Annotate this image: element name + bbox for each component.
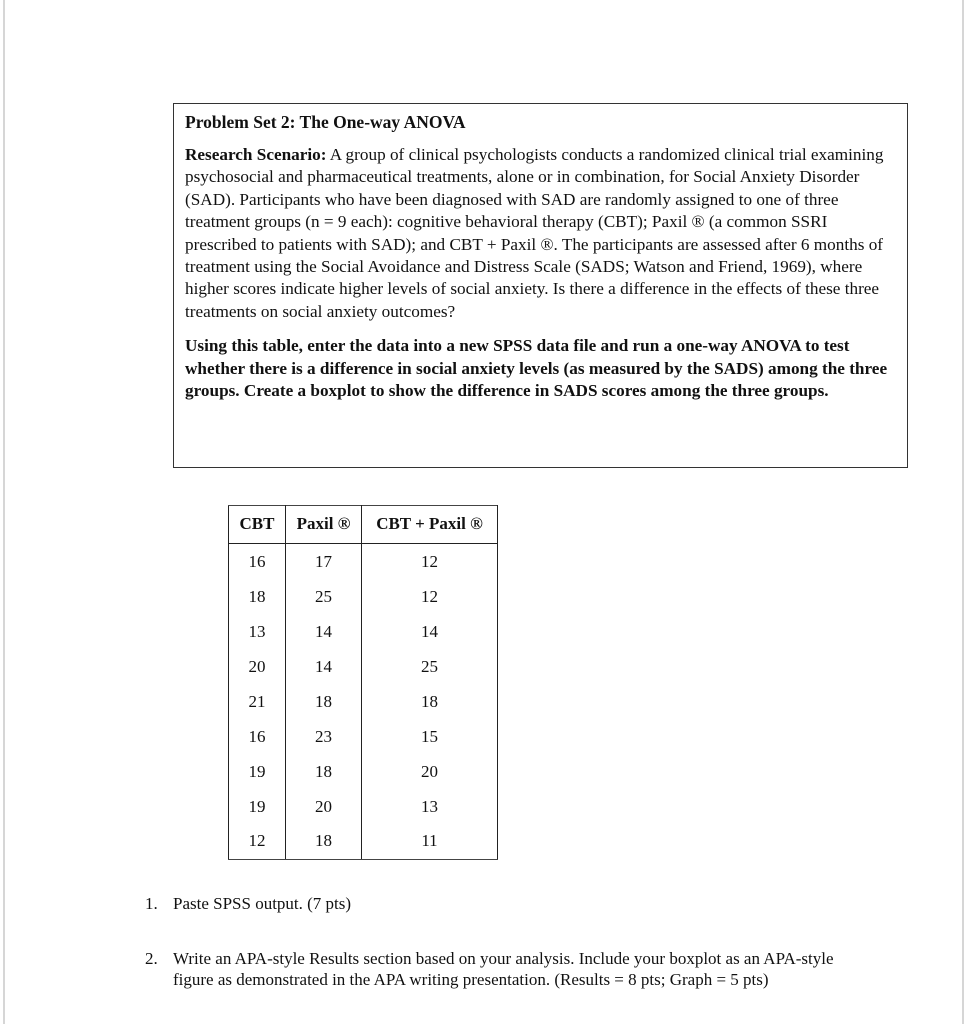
cell-cbt: 16 bbox=[229, 719, 286, 754]
table-row bbox=[229, 754, 498, 789]
question-text: Write an APA-style Results section based on your analysis. Include your boxplot as an APA-style figure as demonstrated in the APA writing presentation. (Results = 8 pts; Graph = 5 pts) bbox=[173, 948, 834, 989]
cell-cbt: 19 bbox=[229, 789, 286, 824]
question-number: 1. bbox=[145, 894, 158, 913]
table-row bbox=[229, 649, 498, 684]
problem-title: Problem Set 2: The One-way ANOVA bbox=[185, 112, 466, 132]
scenario-text: A group of clinical psychologists conducts a randomized clinical trial examining psychosocial and pharmaceutical treatments, alone or in combination, for Social Anxiety Disorder (SAD). Participants who have been diagnosed with SAD are randomly assigned to one of three treatment groups (n = 9 each): cognitive behavioral therapy (CBT); Paxil ® (a common SSRI prescribed to patients with SAD); and CBT + Paxil ®. The participants are assessed after 6 months of treatment using the Social Avoidance and Distress Scale (SADS; Watson and Friend, 1969), where higher scores indicate higher levels of social anxiety. Is there a difference in the effects of these three treatments on social anxiety outcomes? bbox=[185, 145, 884, 321]
cell-paxil: 20 bbox=[286, 789, 362, 824]
table-row bbox=[229, 684, 498, 719]
table-row bbox=[229, 614, 498, 649]
cell-cbt-paxil: 20 bbox=[362, 754, 498, 789]
table-row bbox=[229, 579, 498, 614]
header-paxil: Paxil ® bbox=[286, 506, 362, 544]
cell-cbt-paxil: 12 bbox=[362, 579, 498, 614]
table-row bbox=[229, 719, 498, 754]
cell-cbt: 19 bbox=[229, 754, 286, 789]
cell-paxil: 17 bbox=[286, 544, 362, 580]
cell-paxil: 18 bbox=[286, 754, 362, 789]
cell-paxil: 14 bbox=[286, 649, 362, 684]
cell-paxil: 23 bbox=[286, 719, 362, 754]
cell-cbt-paxil: 11 bbox=[362, 824, 498, 860]
header-cbt-paxil: CBT + Paxil ® bbox=[362, 506, 498, 544]
cell-paxil: 25 bbox=[286, 579, 362, 614]
cell-cbt-paxil: 25 bbox=[362, 649, 498, 684]
data-table bbox=[228, 505, 498, 860]
cell-cbt: 21 bbox=[229, 684, 286, 719]
instructions: Using this table, enter the data into a new SPSS data file and run a one-way ANOVA to test whether there is a difference in social anxiety levels (as measured by the SADS) among the three groups. Create a boxplot to show the difference in SADS scores among the three groups. bbox=[185, 336, 888, 401]
question-text: Paste SPSS output. (7 pts) bbox=[173, 894, 352, 913]
cell-cbt-paxil: 15 bbox=[362, 719, 498, 754]
table-header-row bbox=[229, 506, 498, 544]
cell-cbt: 18 bbox=[229, 579, 286, 614]
scenario-label: Research Scenario: bbox=[185, 145, 327, 164]
page-edge-left bbox=[3, 0, 5, 1024]
research-scenario bbox=[185, 144, 896, 323]
cell-cbt: 13 bbox=[229, 614, 286, 649]
header-cbt: CBT bbox=[229, 506, 286, 544]
problem-box bbox=[173, 103, 908, 468]
page-edge-right bbox=[962, 0, 964, 1024]
cell-paxil: 14 bbox=[286, 614, 362, 649]
question-list bbox=[145, 893, 845, 1024]
question-item bbox=[145, 893, 845, 915]
question-number: 2. bbox=[145, 948, 158, 968]
cell-cbt: 20 bbox=[229, 649, 286, 684]
cell-cbt-paxil: 14 bbox=[362, 614, 498, 649]
table-row bbox=[229, 824, 498, 860]
table-row bbox=[229, 789, 498, 824]
cell-cbt: 12 bbox=[229, 824, 286, 860]
cell-cbt-paxil: 13 bbox=[362, 789, 498, 824]
table-row bbox=[229, 544, 498, 580]
cell-paxil: 18 bbox=[286, 824, 362, 860]
question-item bbox=[145, 948, 845, 991]
cell-cbt: 16 bbox=[229, 544, 286, 580]
cell-cbt-paxil: 12 bbox=[362, 544, 498, 580]
cell-cbt-paxil: 18 bbox=[362, 684, 498, 719]
cell-paxil: 18 bbox=[286, 684, 362, 719]
